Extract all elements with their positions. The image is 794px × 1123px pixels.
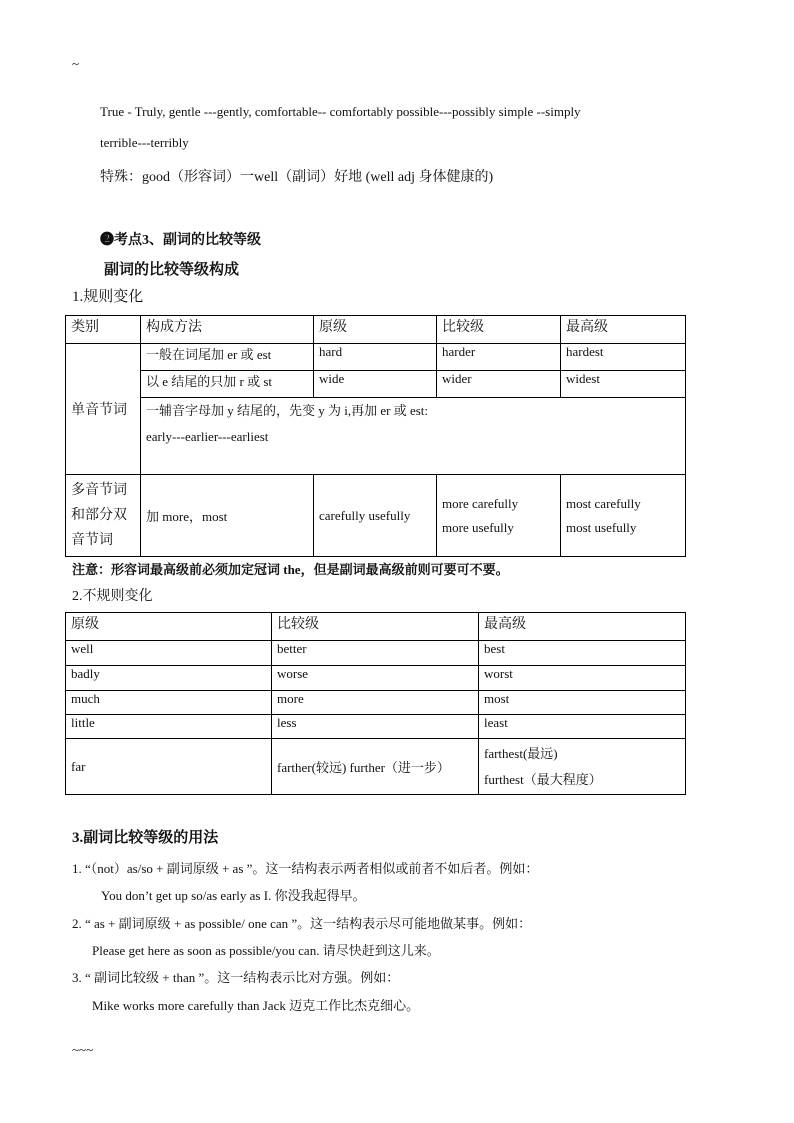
table2-header-superlative: 最高级 [479,613,686,641]
comparative-cell: less [272,715,479,739]
article-note: 注意：形容词最高级前必须加定冠词 the，但是副词最高级前则可要可不要。 [72,562,509,577]
table1-header-base: 原级 [314,316,437,344]
top-mark: ~ [72,56,80,71]
group-label-polysyllabic: 多音节词 和部分双 音节词 [66,475,141,557]
consonant-y-rule-cell [141,398,686,475]
table1-header-method: 构成方法 [141,316,314,344]
irregular-changes-table [65,612,686,795]
comparative-cell: more carefully more usefully [437,475,561,557]
special-note: 特殊：good（形容词）一well（副词）好地 (well adj 身体健康的) [100,170,494,185]
base-cell: hard [314,344,437,371]
comparative-cell: worse [272,666,479,691]
comparative-cell: better [272,641,479,666]
table2-header-base: 原级 [66,613,272,641]
comparative-cell: wider [437,371,561,398]
subheading: 副词的比较等级构成 [104,262,240,278]
base-cell: far [66,739,272,795]
superlative-cell: farthest(最远) furthest（最大程度） [479,739,686,795]
base-cell: wide [314,371,437,398]
rule2-title: 2.不规则变化 [72,589,153,604]
comparative-cell: harder [437,344,561,371]
regular-changes-table [65,315,686,557]
method-cell: 一般在词尾加 er 或 est [141,344,314,371]
superlative-cell: most [479,691,686,715]
usage-rule-1: 1. “（not）as/so + 副词原级 + as ”。这一结构表示两者相似或前者不如后者。例如： [72,861,539,876]
usage-example-2: Please get here as soon as possible/you can. 请尽快赶到这儿来。 [92,943,440,958]
superlative-cell: most carefully most usefully [561,475,686,557]
consonant-y-example: early---earlier---earliest [146,429,269,444]
usage-rule-2: 2. “ as + 副词原级 + as possible/ one can ”。这一结构表示尽可能地做某事。例如： [72,916,532,931]
section-heading: ❷考点3、副词的比较等级 [100,233,261,248]
usage-example-3: Mike works more carefully than Jack 迈克工作比杰克细心。 [92,998,420,1013]
superlative-cell: worst [479,666,686,691]
base-cell: well [66,641,272,666]
comparative-cell: more [272,691,479,715]
base-cell: much [66,691,272,715]
rule1-title: 1.规则变化 [72,289,144,305]
superlative-cell: hardest [561,344,686,371]
examples-line-2: terrible---terribly [100,135,189,150]
table1-header-category: 类别 [66,316,141,344]
usage-rule-3: 3. “ 副词比较级 + than ”。这一结构表示比对方强。例如： [72,970,400,985]
comparative-cell: farther(较远) further（进一步） [272,739,479,795]
superlative-cell: best [479,641,686,666]
table1-header-superlative: 最高级 [561,316,686,344]
usage-example-1: You don’t get up so/as early as I. 你没我起得早。 [101,888,366,903]
superlative-cell: widest [561,371,686,398]
base-cell: badly [66,666,272,691]
examples-line-1: True - Truly, gentle ---gently, comfortable-- comfortably possible---possibly simple --simply [100,104,581,119]
group-label-monosyllabic: 单音节词 [66,344,141,475]
table2-header-comparative: 比较级 [272,613,479,641]
table1-header-comparative: 比较级 [437,316,561,344]
base-cell: little [66,715,272,739]
bottom-mark: ~~~ [72,1042,94,1057]
method-cell: 以 e 结尾的只加 r 或 st [141,371,314,398]
consonant-y-rule: 一辅音字母加 y 结尾的，先变 y 为 i,再加 er 或 est: [146,403,429,418]
base-cell: carefully usefully [314,475,437,557]
method-cell: 加 more，most [141,475,314,557]
usage-title: 3.副词比较等级的用法 [72,830,219,846]
superlative-cell: least [479,715,686,739]
